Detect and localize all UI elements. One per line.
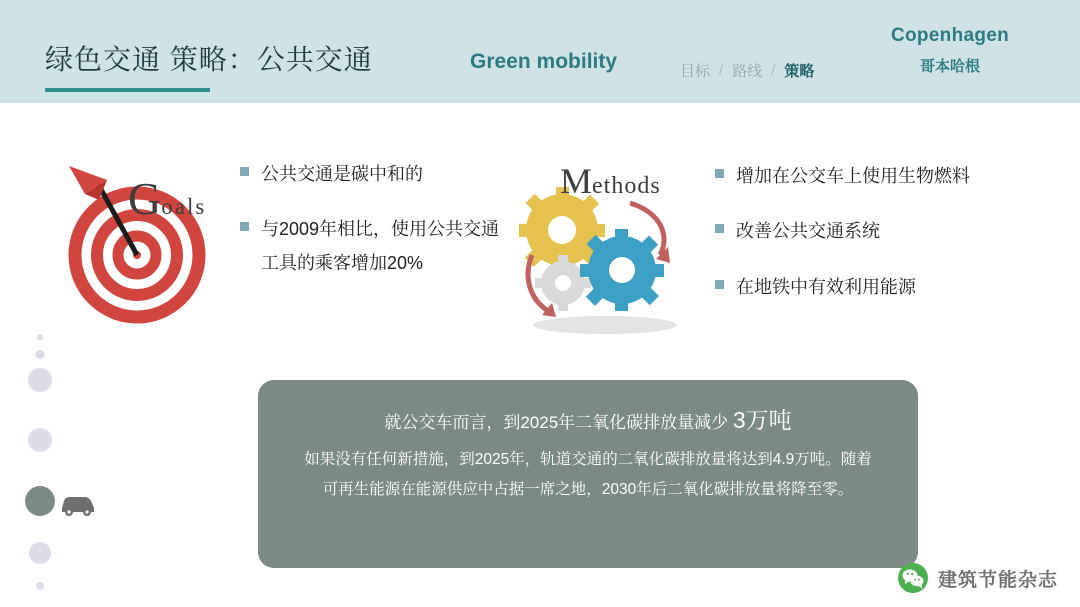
summary-note-card xyxy=(258,380,918,568)
breadcrumb-item-goals[interactable]: 目标 xyxy=(680,63,711,80)
note-headline xyxy=(298,402,878,439)
rail-dot xyxy=(29,542,51,564)
goals-heading xyxy=(128,172,206,225)
methods-bullet-1: 增加在公交车上使用生物燃料 xyxy=(736,166,970,186)
watermark-label: 建筑节能杂志 xyxy=(937,569,1058,591)
list-item xyxy=(715,215,1060,248)
methods-heading-capital: M xyxy=(560,161,593,201)
methods-heading xyxy=(560,160,661,202)
bullet-square-icon xyxy=(715,224,724,233)
brand-block xyxy=(860,25,1040,76)
wechat-icon xyxy=(898,563,928,593)
rail-dot xyxy=(37,334,43,340)
list-item xyxy=(715,271,1060,304)
rail-dot xyxy=(36,350,45,359)
bullet-square-icon xyxy=(240,222,249,231)
brand-name-english: Copenhagen xyxy=(890,25,1010,46)
subtitle-english: Green mobility xyxy=(470,50,618,73)
bullet-square-icon xyxy=(715,280,724,289)
slide-header xyxy=(0,0,1080,103)
list-item xyxy=(715,160,1060,193)
page-title: 绿色交通 策略：公共交通 xyxy=(45,44,373,75)
breadcrumb-separator-2: / xyxy=(771,62,776,79)
car-icon xyxy=(58,490,98,518)
goals-bullet-list xyxy=(240,158,505,302)
watermark xyxy=(898,563,1058,593)
methods-bullet-list xyxy=(715,160,1060,326)
bullet-square-icon xyxy=(240,167,249,176)
rail-dot xyxy=(36,582,44,590)
methods-bullet-3: 在地铁中有效利用能源 xyxy=(736,276,916,297)
goals-heading-capital: G xyxy=(128,173,162,224)
breadcrumb xyxy=(680,60,814,81)
breadcrumb-item-route[interactable]: 路线 xyxy=(732,63,763,80)
list-item xyxy=(240,158,505,191)
breadcrumb-separator-1: / xyxy=(719,62,724,79)
methods-heading-rest: ethods xyxy=(592,173,661,199)
goals-heading-rest: oals xyxy=(161,194,207,219)
bullet-square-icon xyxy=(715,169,724,178)
brand-name-chinese: 哥本哈根 xyxy=(919,58,980,75)
breadcrumb-item-strategy[interactable]: 策略 xyxy=(784,63,815,80)
rail-dot xyxy=(28,428,52,452)
progress-dot-rail xyxy=(18,330,62,600)
methods-bullet-2: 改善公共交通系统 xyxy=(736,221,880,242)
goals-bullet-1: 公共交通是碳中和的 xyxy=(261,164,423,184)
rail-dot-active xyxy=(25,486,55,516)
note-body-text: 如果没有任何新措施，到2025年，轨道交通的二氧化碳排放量将达到4.9万吨。随着可再生能源在能源供应中占据一席之地，2030年后二氧化碳排放量将降至零。 xyxy=(304,450,872,499)
title-underline xyxy=(45,88,210,92)
note-headline-highlight: 3万吨 xyxy=(732,407,792,433)
rail-dot xyxy=(28,368,52,392)
gears-icon xyxy=(510,185,695,340)
note-headline-text: 就公交车而言，到2025年二氧化碳排放量减少 xyxy=(384,413,733,432)
list-item xyxy=(240,213,505,280)
goals-bullet-2: 与2009年相比，使用公共交通工具的乘客增加20% xyxy=(261,219,500,273)
